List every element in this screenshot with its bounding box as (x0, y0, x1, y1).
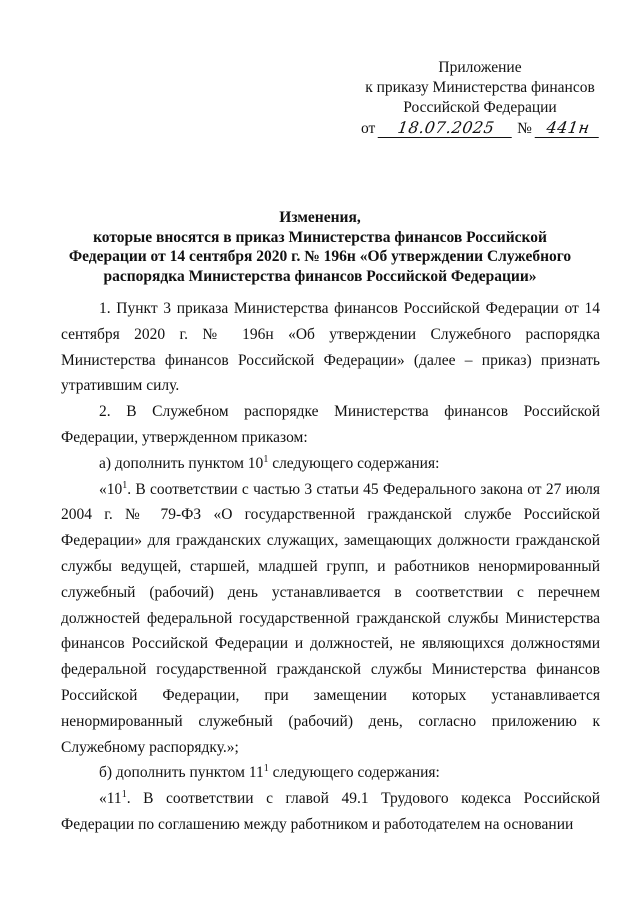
p5-text-start: б) дополнить пунктом 11 (99, 764, 264, 782)
title-line-3: Федерации от 14 сентября 2020 г. № 196н «Об утверждении Служебного (68, 248, 572, 265)
p6-text-end: . В соответствии с главой 49.1 Трудового кодекса Российской Федерации по соглашению между работником и работодателем на основании (61, 790, 600, 833)
paragraph-5 (61, 760, 600, 786)
number-prefix: № (517, 120, 532, 137)
appendix-header (355, 58, 605, 139)
p5-text-end: следующего содержания: (268, 764, 440, 782)
p4-superscript: 1 (122, 479, 128, 491)
title-line-1: Изменения, (279, 209, 361, 226)
paragraph-6 (61, 786, 600, 838)
paragraph-1: 1. Пункт 3 приказа Министерства финансов Российской Федерации от 14 сентября 2020 г. № 196н «Об утверждении Служебного распорядка Министерства финансов Российской Федерации» (далее – приказ) признать утратившим силу. (61, 300, 600, 395)
paragraph-2: 2. В Служебном распорядке Министерства финансов Российской Федерации, утвержденном приказом: (61, 403, 600, 446)
p6-text-start: «11 (99, 790, 122, 808)
title-line-4: распорядка Министерства финансов Российской Федерации» (103, 267, 537, 285)
p3-text-start: а) дополнить пунктом 10 (99, 454, 264, 472)
paragraph-4 (61, 477, 600, 761)
handwritten-number: 441н (534, 119, 601, 138)
date-prefix: от (361, 120, 376, 137)
p4-text-end: . В соответствии с частью 3 статьи 45 Федерального закона от 27 июля 2004 г. № 79-ФЗ «О государственной гражданской службе Российской Федерации» для гражданских служащих, замещающих должности гражданской службы ведущей, старшей, младшей групп, и работников ненормированный служебный (рабочий) день устанавливается в соответствии с перечнем должностей федеральной государственной гражданской службы Министерства финансов Российской Федерации и должностей, не являющихся должностями федеральной государственной гражданской службы Министерства финансов Российской Федерации, при замещении которых устанавливается ненормированный служебный (рабочий) день, согласно приложению к Служебному распорядку.»; (61, 480, 600, 756)
p3-superscript: 1 (263, 453, 269, 465)
title-line-2: которые вносятся в приказ Министерства финансов Российской (93, 228, 547, 246)
p4-text-start: «10 (99, 480, 123, 498)
p3-text-end: следующего содержания: (268, 454, 440, 472)
document-title (40, 208, 600, 286)
p6-superscript: 1 (121, 788, 127, 800)
p5-superscript: 1 (263, 763, 269, 775)
document-body (61, 296, 600, 838)
paragraph-3 (61, 451, 600, 477)
appendix-date-row (355, 119, 605, 139)
appendix-ministry-line: Российской Федерации (403, 99, 557, 116)
appendix-title: Приложение (438, 59, 522, 76)
handwritten-date: 18.07.2025 (378, 119, 515, 138)
appendix-order-line: к приказу Министерства финансов (365, 79, 595, 96)
